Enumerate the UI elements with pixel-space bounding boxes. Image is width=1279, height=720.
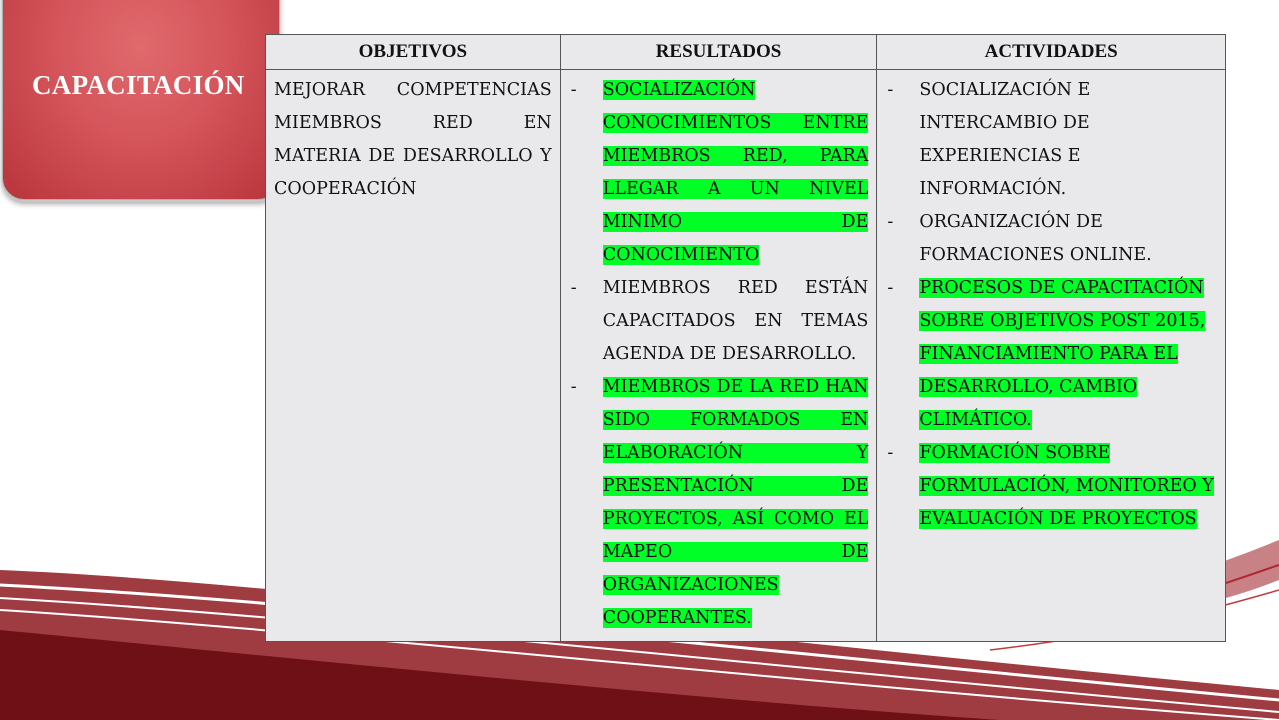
actividad-item [885, 74, 1217, 206]
actividad-text: ORGANIZACIÓN DE FORMACIONES ONLINE. [919, 212, 1152, 265]
actividad-text: PROCESOS DE CAPACITACIÓN SOBRE OBJETIVOS POST 2015, FINANCIAMIENTO PARA EL DESARROLLO, CAMBIO CLIMÁTICO. [919, 278, 1206, 430]
actividades-list [885, 74, 1217, 536]
table-row [266, 70, 1226, 642]
resultados-cell [560, 70, 877, 642]
actividad-text: SOCIALIZACIÓN E INTERCAMBIO DE EXPERIENCIAS E INFORMACIÓN. [919, 80, 1091, 199]
resultado-item [569, 371, 869, 635]
actividades-cell [877, 70, 1226, 642]
objetivo-text: MEJORAR COMPETENCIAS MIEMBROS RED EN MATERIA DE DESARROLLO Y COOPERACIÓN [274, 80, 552, 199]
actividad-item [885, 272, 1217, 437]
resultado-item [569, 272, 869, 371]
objetivo-cell [266, 70, 561, 642]
capacitacion-table [265, 34, 1226, 642]
header-resultados: RESULTADOS [560, 35, 877, 70]
actividad-item [885, 437, 1217, 536]
header-actividades: ACTIVIDADES [877, 35, 1226, 70]
resultado-text: MIEMBROS RED ESTÁN CAPACITADOS EN TEMAS AGENDA DE DESARROLLO. [602, 278, 869, 364]
actividad-text: FORMACIÓN SOBRE FORMULACIÓN, MONITOREO Y EVALUACIÓN DE PROYECTOS [919, 443, 1214, 529]
table-header-row [266, 35, 1226, 70]
resultado-item [569, 74, 869, 272]
resultados-list [569, 74, 869, 635]
header-objetivos: OBJETIVOS [266, 35, 561, 70]
resultado-text: MIEMBROS DE LA RED HAN SIDO FORMADOS EN ELABORACIÓN Y PRESENTACIÓN DE PROYECTOS, ASÍ COMO EL MAPEO DE ORGANIZACIONES COOPERANTES. [602, 377, 869, 628]
section-title: CAPACITACIÓN [32, 70, 245, 100]
actividad-item [885, 206, 1217, 272]
resultado-text: SOCIALIZACIÓN CONOCIMIENTOS ENTRE MIEMBROS RED, PARA LLEGAR A UN NIVEL MINIMO DE CONOCIMIENTO [602, 80, 869, 265]
